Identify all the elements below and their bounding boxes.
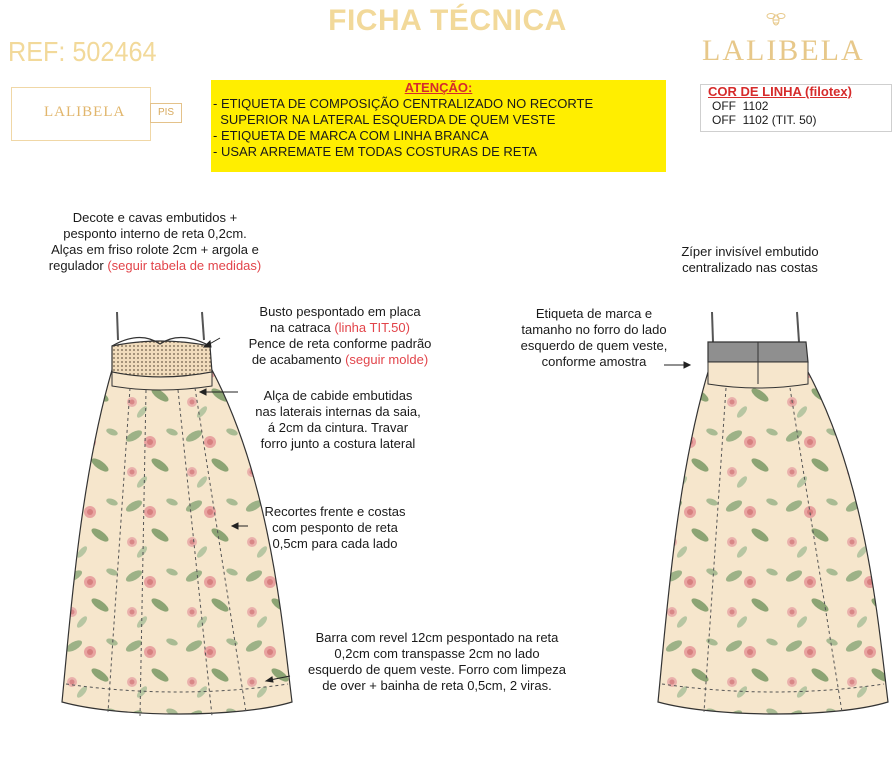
warning-line: - USAR ARREMATE EM TODAS COSTURAS DE RETA: [213, 144, 538, 159]
note-line: Busto pespontado em placa: [259, 304, 421, 319]
note-line: Etiqueta de marca e: [535, 306, 653, 321]
page-title: FICHA TÉCNICA: [328, 4, 567, 37]
note-highlight: (linha TIT.50): [334, 320, 410, 335]
thread-color-line: OFF 1102 (TIT. 50): [712, 113, 817, 127]
warning-line: SUPERIOR NA LATERAL ESQUERDA DE QUEM VESTE: [213, 112, 556, 127]
note-line: Pence de reta conforme padrão: [248, 336, 432, 351]
note-line: Barra com revel 12cm pespontado na reta: [315, 630, 559, 645]
note-panels: [240, 504, 430, 552]
note-line: [225, 352, 455, 368]
warning-line: - ETIQUETA DE MARCA COM LINHA BRANCA: [213, 128, 489, 143]
note-line: [30, 258, 280, 274]
note-line: Recortes frente e costas: [264, 504, 406, 519]
reference-code: REF: 502464: [8, 36, 157, 67]
warning-line: - ETIQUETA DE COMPOSIÇÃO CENTRALIZADO NO RECORTE: [213, 96, 594, 111]
note-line: 0,5cm para cada lado: [272, 536, 398, 551]
note-text: de acabamento: [251, 352, 346, 367]
brand-logo: LALIBELA: [702, 34, 865, 67]
note-line: Decote e cavas embutidos +: [72, 210, 238, 225]
note-line: nas laterais internas da saia,: [255, 404, 421, 419]
note-line: esquerdo de quem veste,: [520, 338, 668, 353]
note-neckline: [30, 210, 280, 274]
thread-color-line: OFF 1102: [712, 99, 769, 113]
note-line: 0,2cm com transpasse 2cm no lado: [334, 646, 540, 661]
note-line: Alças em friso rolote 2cm + argola e: [51, 242, 259, 257]
back-dress-drawing: [658, 312, 888, 714]
note-line: [225, 320, 455, 336]
note-bust: [225, 304, 455, 368]
note-line: pesponto interno de reta 0,2cm.: [63, 226, 247, 241]
note-line: esquerdo de quem veste. Forro com limpeza: [308, 662, 566, 677]
note-line: de over + bainha de reta 0,5cm, 2 viras.: [322, 678, 552, 693]
note-hem: [282, 630, 592, 694]
note-hanger-loops: [238, 388, 438, 452]
note-line: á 2cm da cintura. Travar: [267, 420, 409, 435]
note-line: Zíper invisível embutido: [681, 244, 819, 259]
note-brand-label: [498, 306, 690, 370]
warning-title: ATENÇÃO:: [404, 80, 473, 95]
note-text: na catraca: [270, 320, 335, 335]
note-highlight: (seguir molde): [345, 352, 429, 367]
note-line: centralizado nas costas: [682, 260, 818, 275]
note-line: com pesponto de reta: [272, 520, 398, 535]
note-zipper: [650, 244, 850, 276]
note-highlight: (seguir tabela de medidas): [107, 258, 262, 273]
note-text: regulador: [48, 258, 108, 273]
label-tag-code: PIS: [150, 103, 182, 123]
label-tag-brand: LALIBELA: [44, 104, 126, 120]
note-line: Alça de cabide embutidas: [263, 388, 413, 403]
note-line: forro junto a costura lateral: [260, 436, 416, 451]
note-line: conforme amostra: [541, 354, 647, 369]
note-line: tamanho no forro do lado: [521, 322, 667, 337]
thread-color-title: COR DE LINHA (filotex): [708, 84, 852, 99]
